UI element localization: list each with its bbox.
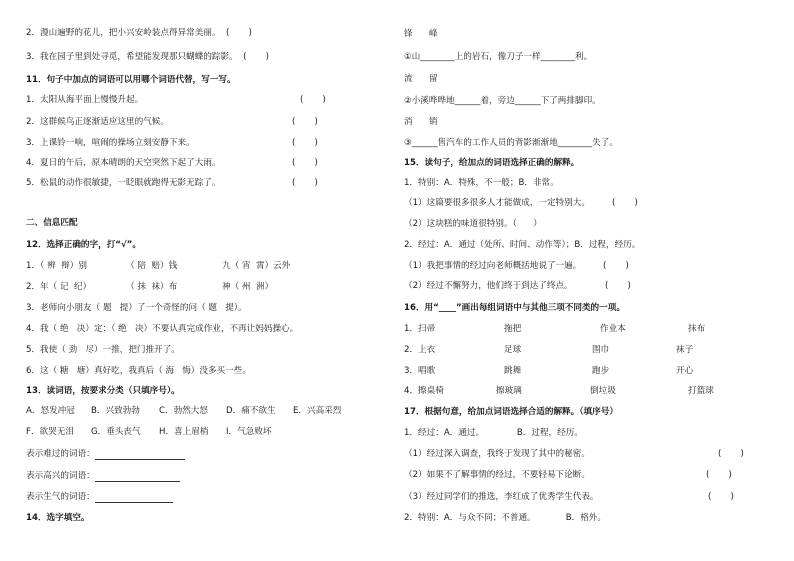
q16-r2-c4[interactable]: 袜子 [676,345,694,355]
q12-item-6[interactable]: 6．这（ 糖 塘）真好吃，我真后（ 海 悔）没多买一些。 [26,366,251,376]
q14-title: 14．选字填空。 [26,513,90,523]
q16-r3-c1[interactable]: 3．唱歌 [404,366,436,376]
q15-blank-2[interactable]: ( ) [612,198,638,208]
q12-item-3[interactable]: 3．老师向小朋友（ 题 提）了一个奇怪的问（ 题 提）。 [26,303,247,313]
q16-r4-c2[interactable]: 擦玻璃 [496,386,522,396]
q11-title: 11．句子中加点的词语可以用哪个词语代替，写一写。 [26,75,236,85]
left-line-3: 3．我在园子里到处寻觅，希望能发现那只蝴蝶的踪影。 ( ) [26,52,270,62]
q15-line-1: 1．特别：A．特殊，不一般；B．非常。 [404,178,559,188]
q11-item-4: 4．夏日的午后，原本晴朗的天空突然下起了大雨。 [26,158,221,168]
q13-option-i: I．气急败坏 [226,427,272,437]
q17-line-3: （2）如果不了解事情的经过，不要轻易下论断。 [404,470,590,480]
q17-line-5: 2．特别：A．与众不同；不普通。 B．格外。 [404,513,606,523]
q11-blank-1[interactable]: ( ) [300,95,326,105]
q12-item-4[interactable]: 4．我（ 绝 决）定：（ 绝 决）不要认真完成作业，不再让妈妈操心。 [26,324,299,334]
q17-line-4: （3）经过同学们的推选，李红成了优秀学生代表。 [404,492,599,502]
pair-3-sentence[interactable]: ③______售汽车的工作人员的背影渐渐地________失了。 [404,138,618,148]
q17-blank-2[interactable]: ( ) [718,449,744,459]
q11-item-5: 5．松鼠的动作很敏捷，一眨眼就跑得无影无踪了。 [26,178,221,188]
q16-r3-c4[interactable]: 开心 [676,366,694,376]
q12-item-1a[interactable]: 1．（ 辨 辩）别 [26,261,87,271]
q12-item-2a[interactable]: 2．年（ 记 纪） [26,282,92,292]
q16-r1-c4[interactable]: 抹布 [688,324,706,334]
pair-2-sentence[interactable]: ②小溪哗哗地______着，旁边______下了两排脚印。 [404,96,601,106]
q16-r4-c4[interactable]: 打篮球 [688,386,714,396]
pair-1-chars: 锋 峰 [404,29,438,39]
q11-item-1: 1．太阳从海平面上慢慢升起。 [26,95,144,105]
q15-line-3[interactable]: （2）这块糕的味道很特别。（ ） [404,219,542,229]
pair-3-chars: 消 销 [404,117,438,127]
q16-r1-c2[interactable]: 拖把 [504,324,522,334]
q12-item-1c[interactable]: 九（ 宵 霄）云外 [222,261,291,271]
q11-item-2: 2．这群候鸟正逐渐适应这里的气候。 [26,117,169,127]
q11-blank-3[interactable]: ( ) [292,138,318,148]
q16-r4-c3[interactable]: 倒垃圾 [590,386,616,396]
q12-item-2c[interactable]: 神（ 州 洲） [222,282,274,292]
q12-item-2b[interactable]: （ 抹 袜）布 [126,282,178,292]
q11-blank-2[interactable]: ( ) [292,117,318,127]
q13-title: 13．读词语，按要求分类（只填序号）。 [26,386,180,396]
q15-blank-6[interactable]: ( ) [605,281,631,291]
q16-r4-c1[interactable]: 4．擦桌椅 [404,386,444,396]
q11-blank-5[interactable]: ( ) [292,178,318,188]
q15-title: 15．读句子，给加点的词语选择正确的解释。 [404,158,580,168]
q13-option-e: E．兴高采烈 [293,406,342,416]
q17-blank-4[interactable]: ( ) [708,492,734,502]
q13-option-b: B．兴致勃勃 [91,406,140,416]
q13-answer-angry[interactable] [95,492,173,503]
q13-prompt-sad: 表示难过的词语： [26,449,95,459]
q12-item-5[interactable]: 5．我使（ 劲 尽）一推，把门推开了。 [26,345,180,355]
q15-blank-5[interactable]: ( ) [603,261,629,271]
q13-answer-sad[interactable] [95,449,185,460]
pair-1-sentence[interactable]: ①山________上的岩石，像刀子一样________利。 [404,52,593,62]
left-line-2: 2．漫山遍野的花儿，把小兴安岭装点得异常美丽。 ( ) [26,28,252,38]
section-2-heading: 二、信息匹配 [26,218,78,228]
q17-line-1: 1．经过：A．通过。 B．过程，经历。 [404,428,583,438]
q16-title: 16．用“____”画出每组词语中与其他三项不同类的一项。 [404,303,625,313]
q17-title: 17．根据句意，给加点词语选择合适的解释。（填序号） [404,407,618,417]
q15-line-4: 2．经过：A．通过（处所、时间、动作等）；B．过程，经历。 [404,240,641,250]
q13-option-c: C．勃然大怒 [159,406,208,416]
q13-option-h: H．喜上眉梢 [159,427,209,437]
q13-prompt-angry: 表示生气的词语： [26,492,95,502]
q15-line-6: （2）经过不懈努力，他们终于到达了终点。 [404,281,573,291]
q16-r3-c2[interactable]: 跳舞 [504,366,522,376]
q16-r1-c1[interactable]: 1．扫帚 [404,324,436,334]
q16-r2-c3[interactable]: 围巾 [592,345,610,355]
q13-answer-happy[interactable] [95,471,180,482]
q15-line-5: （1）我把事情的经过向老师概括地说了一遍。 [404,261,582,271]
q16-r2-c1[interactable]: 2．上衣 [404,345,436,355]
q12-item-1b[interactable]: （ 陪 赔）钱 [126,261,178,271]
q12-title: 12．选择正确的字，打“√”。 [26,240,141,250]
q13-option-a: A．怒发冲冠 [26,406,75,416]
q13-option-d: D．痛不欲生 [226,406,276,416]
q16-r3-c3[interactable]: 跑步 [592,366,610,376]
q16-r1-c3[interactable]: 作业本 [600,324,626,334]
pair-2-chars: 流 留 [404,74,438,84]
q17-blank-3[interactable]: ( ) [706,470,732,480]
q13-option-g: G．垂头丧气 [91,427,141,437]
q16-r2-c2[interactable]: 足球 [504,345,522,355]
q13-prompt-happy: 表示高兴的词语： [26,471,95,481]
q13-option-f: F．欲哭无泪 [26,427,74,437]
q11-item-3: 3．上课铃一响，喧闹的操场立刻安静下来。 [26,138,195,148]
q15-line-2: （1）这篇要很多很多人才能做成，一定特别大。 [404,198,590,208]
q17-line-2: （1）经过深入调查，我终于发现了其中的秘密。 [404,449,590,459]
q11-blank-4[interactable]: ( ) [292,158,318,168]
